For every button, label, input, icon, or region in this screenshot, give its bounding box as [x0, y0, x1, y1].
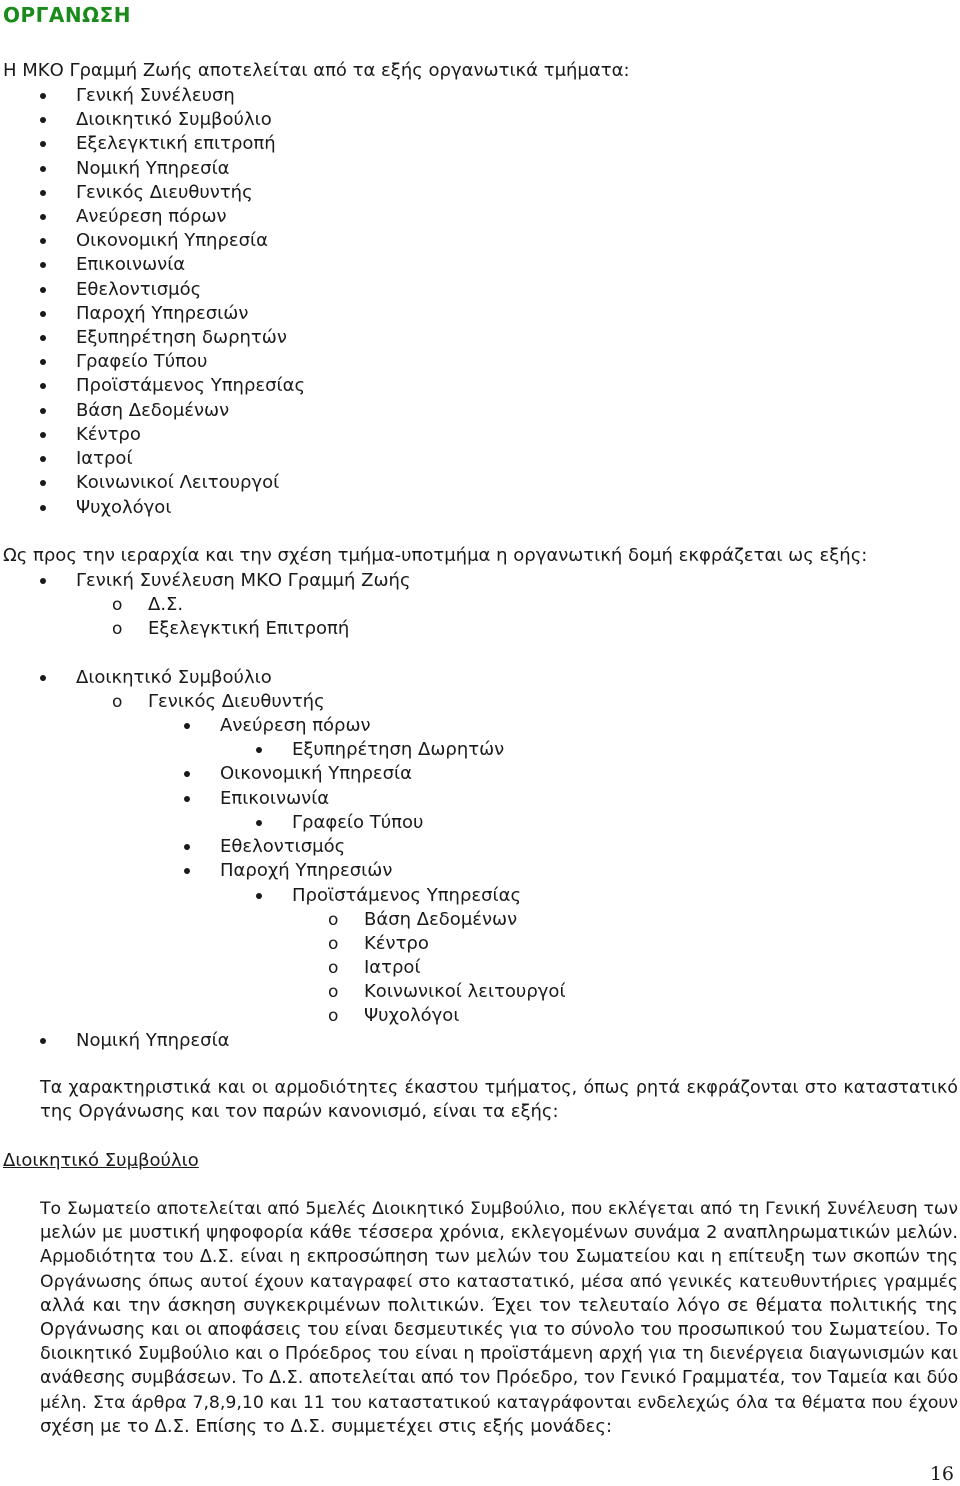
list-item: Επικοινωνία	[76, 254, 186, 275]
circle-bullet-icon: o	[112, 595, 123, 615]
bullet-icon	[40, 238, 46, 244]
intro-text: Η ΜΚΟ Γραμμή Ζωής αποτελείται από τα εξής οργανωτικά τμήματα:	[3, 60, 630, 81]
bullet-icon	[256, 820, 262, 826]
list-item: Διοικητικό Συμβούλιο	[76, 109, 272, 130]
hierarchy-doctors: Ιατροί	[364, 957, 421, 978]
paragraph-line: Τα χαρακτηριστικά και οι αρμοδιότητες έκαστου τμήματος, όπως ρητά εκφράζονται στο καταστατικό	[40, 1078, 958, 1098]
bullet-icon	[40, 675, 46, 681]
hierarchy-volunteering: Εθελοντισμός	[220, 836, 346, 857]
paragraph-line: διοικητικό Συμβούλιο και ο Πρόεδρος του είναι η προϊστάμενη αρχή για τη διενέργεια διαγωνισμών και	[40, 1344, 958, 1364]
list-item: Γενική Συνέλευση	[76, 85, 235, 106]
list-item: Προϊστάμενος Υπηρεσίας	[76, 375, 306, 396]
hierarchy-fundraising: Ανεύρεση πόρων	[220, 715, 371, 736]
bullet-icon	[40, 117, 46, 123]
hierarchy-intro: Ως προς την ιεραρχία και την σχέση τμήμα-υποτμήμα η οργανωτική δομή εκφράζεται ως εξής:	[3, 545, 868, 566]
hierarchy-finance: Οικονομική Υπηρεσία	[220, 763, 412, 784]
bullet-icon	[40, 141, 46, 147]
hierarchy-database: Βάση Δεδομένων	[364, 909, 518, 930]
bullet-icon	[40, 480, 46, 486]
hierarchy-services: Παροχή Υπηρεσιών	[220, 860, 393, 881]
bullet-icon	[40, 214, 46, 220]
page-number: 16	[929, 1463, 954, 1485]
list-item: Ανεύρεση πόρων	[76, 206, 227, 227]
paragraph-line: μέλη. Στα άρθρα 7,8,9,10 και 11 του καταστατικού καταγράφονται ενδελεχώς όλα τα θέματα που έχουν	[40, 1393, 958, 1413]
hierarchy-communication: Επικοινωνία	[220, 788, 330, 809]
bullet-icon	[40, 505, 46, 511]
board-heading: Διοικητικό Συμβούλιο	[3, 1150, 199, 1171]
paragraph-line: Οργάνωσης όπως αυτοί έχουν καταγραφεί στο καταστατικό, μέσα από γενικές κατευθυντήριες γραμμές	[40, 1272, 958, 1292]
page-title: ΟΡΓΑΝΩΣΗ	[3, 3, 132, 27]
bullet-icon	[40, 383, 46, 389]
bullet-icon	[40, 262, 46, 268]
list-item: Ιατροί	[76, 448, 133, 469]
list-item: Παροχή Υπηρεσιών	[76, 303, 249, 324]
list-item: Βάση Δεδομένων	[76, 400, 230, 421]
list-item: Νομική Υπηρεσία	[76, 158, 230, 179]
list-item: Εθελοντισμός	[76, 279, 202, 300]
hierarchy-general-director: Γενικός Διευθυντής	[148, 691, 325, 712]
bullet-icon	[40, 359, 46, 365]
circle-bullet-icon: o	[112, 619, 123, 639]
hierarchy-board: Διοικητικό Συμβούλιο	[76, 667, 272, 688]
list-item: Γενικός Διευθυντής	[76, 182, 253, 203]
bullet-icon	[184, 771, 190, 777]
circle-bullet-icon: o	[328, 958, 339, 978]
hierarchy-donor-service: Εξυπηρέτηση Δωρητών	[292, 739, 505, 760]
hierarchy-legal: Νομική Υπηρεσία	[76, 1030, 230, 1051]
hierarchy-psychologists: Ψυχολόγοι	[364, 1005, 460, 1026]
bullet-icon	[40, 93, 46, 99]
circle-bullet-icon: o	[328, 934, 339, 954]
bullet-icon	[184, 868, 190, 874]
list-item: Κοινωνικοί Λειτουργοί	[76, 472, 280, 493]
bullet-icon	[256, 747, 262, 753]
circle-bullet-icon: o	[328, 1006, 339, 1026]
bullet-icon	[40, 311, 46, 317]
list-item: Ψυχολόγοι	[76, 497, 172, 518]
paragraph-line: μελών με μυστική ψηφοφορία κάθε τέσσερα χρόνια, εκλεγομένων συνάμα 2 αναπληρωματικών μελών.	[40, 1223, 958, 1243]
paragraph-line: Οργάνωσης και οι αποφάσεις του είναι δεσμευτικές για το σύνολο του προσωπικού του Σωματείου. Το	[40, 1320, 958, 1340]
bullet-icon	[40, 1038, 46, 1044]
list-item: Εξυπηρέτηση δωρητών	[76, 327, 287, 348]
bullet-icon	[184, 723, 190, 729]
list-item: Κέντρο	[76, 424, 141, 445]
bullet-icon	[40, 578, 46, 584]
bullet-icon	[40, 166, 46, 172]
hierarchy-audit: Εξελεγκτική Επιτροπή	[148, 618, 350, 639]
bullet-icon	[40, 432, 46, 438]
circle-bullet-icon: o	[328, 910, 339, 930]
bullet-icon	[40, 190, 46, 196]
hierarchy-press-office: Γραφείο Τύπου	[292, 812, 424, 833]
bullet-icon	[40, 287, 46, 293]
paragraph-line: ανάθεσης συμβάσεων. Το Δ.Σ. αποτελείται από τον Πρόεδρο, τον Γενικό Γραμματέα, τον Ταμεία και δύο	[40, 1368, 959, 1388]
bullet-icon	[256, 893, 262, 899]
hierarchy-social-workers: Κοινωνικοί λειτουργοί	[364, 981, 566, 1002]
bullet-icon	[40, 456, 46, 462]
hierarchy-service-head: Προϊστάμενος Υπηρεσίας	[292, 885, 522, 906]
bullet-icon	[184, 844, 190, 850]
bullet-icon	[184, 796, 190, 802]
bullet-icon	[40, 335, 46, 341]
paragraph-line: σχέση με το Δ.Σ. Επίσης το Δ.Σ. συμμετέχει στις εξής μονάδες:	[40, 1416, 613, 1437]
hierarchy-ds: Δ.Σ.	[148, 594, 184, 615]
circle-bullet-icon: o	[112, 692, 123, 712]
list-item: Γραφείο Τύπου	[76, 351, 208, 372]
paragraph-line: της Οργάνωσης και τον παρών κανονισμό, είναι τα εξής:	[40, 1101, 559, 1122]
paragraph-line: αλλά και την άσκηση συγκεκριμένων πολιτικών. Έχει τον τελευταίο λόγο σε θέματα πολιτικής της	[40, 1295, 958, 1316]
list-item: Εξελεγκτική επιτροπή	[76, 133, 276, 154]
list-item: Οικονομική Υπηρεσία	[76, 230, 268, 251]
bullet-icon	[40, 408, 46, 414]
circle-bullet-icon: o	[328, 982, 339, 1002]
paragraph-line: Αρμοδιότητα του Δ.Σ. είναι η εκπροσώπηση των μελών του Σωματείου και η επίτευξη των σκοπών της	[40, 1247, 958, 1267]
paragraph-line: Το Σωματείο αποτελείται από 5μελές Διοικητικό Συμβούλιο, που εκλέγεται από τη Γενική Συνέλευση των	[40, 1199, 958, 1219]
hierarchy-general-assembly: Γενική Συνέλευση ΜΚΟ Γραμμή Ζωής	[76, 570, 411, 591]
hierarchy-center: Κέντρο	[364, 933, 429, 954]
